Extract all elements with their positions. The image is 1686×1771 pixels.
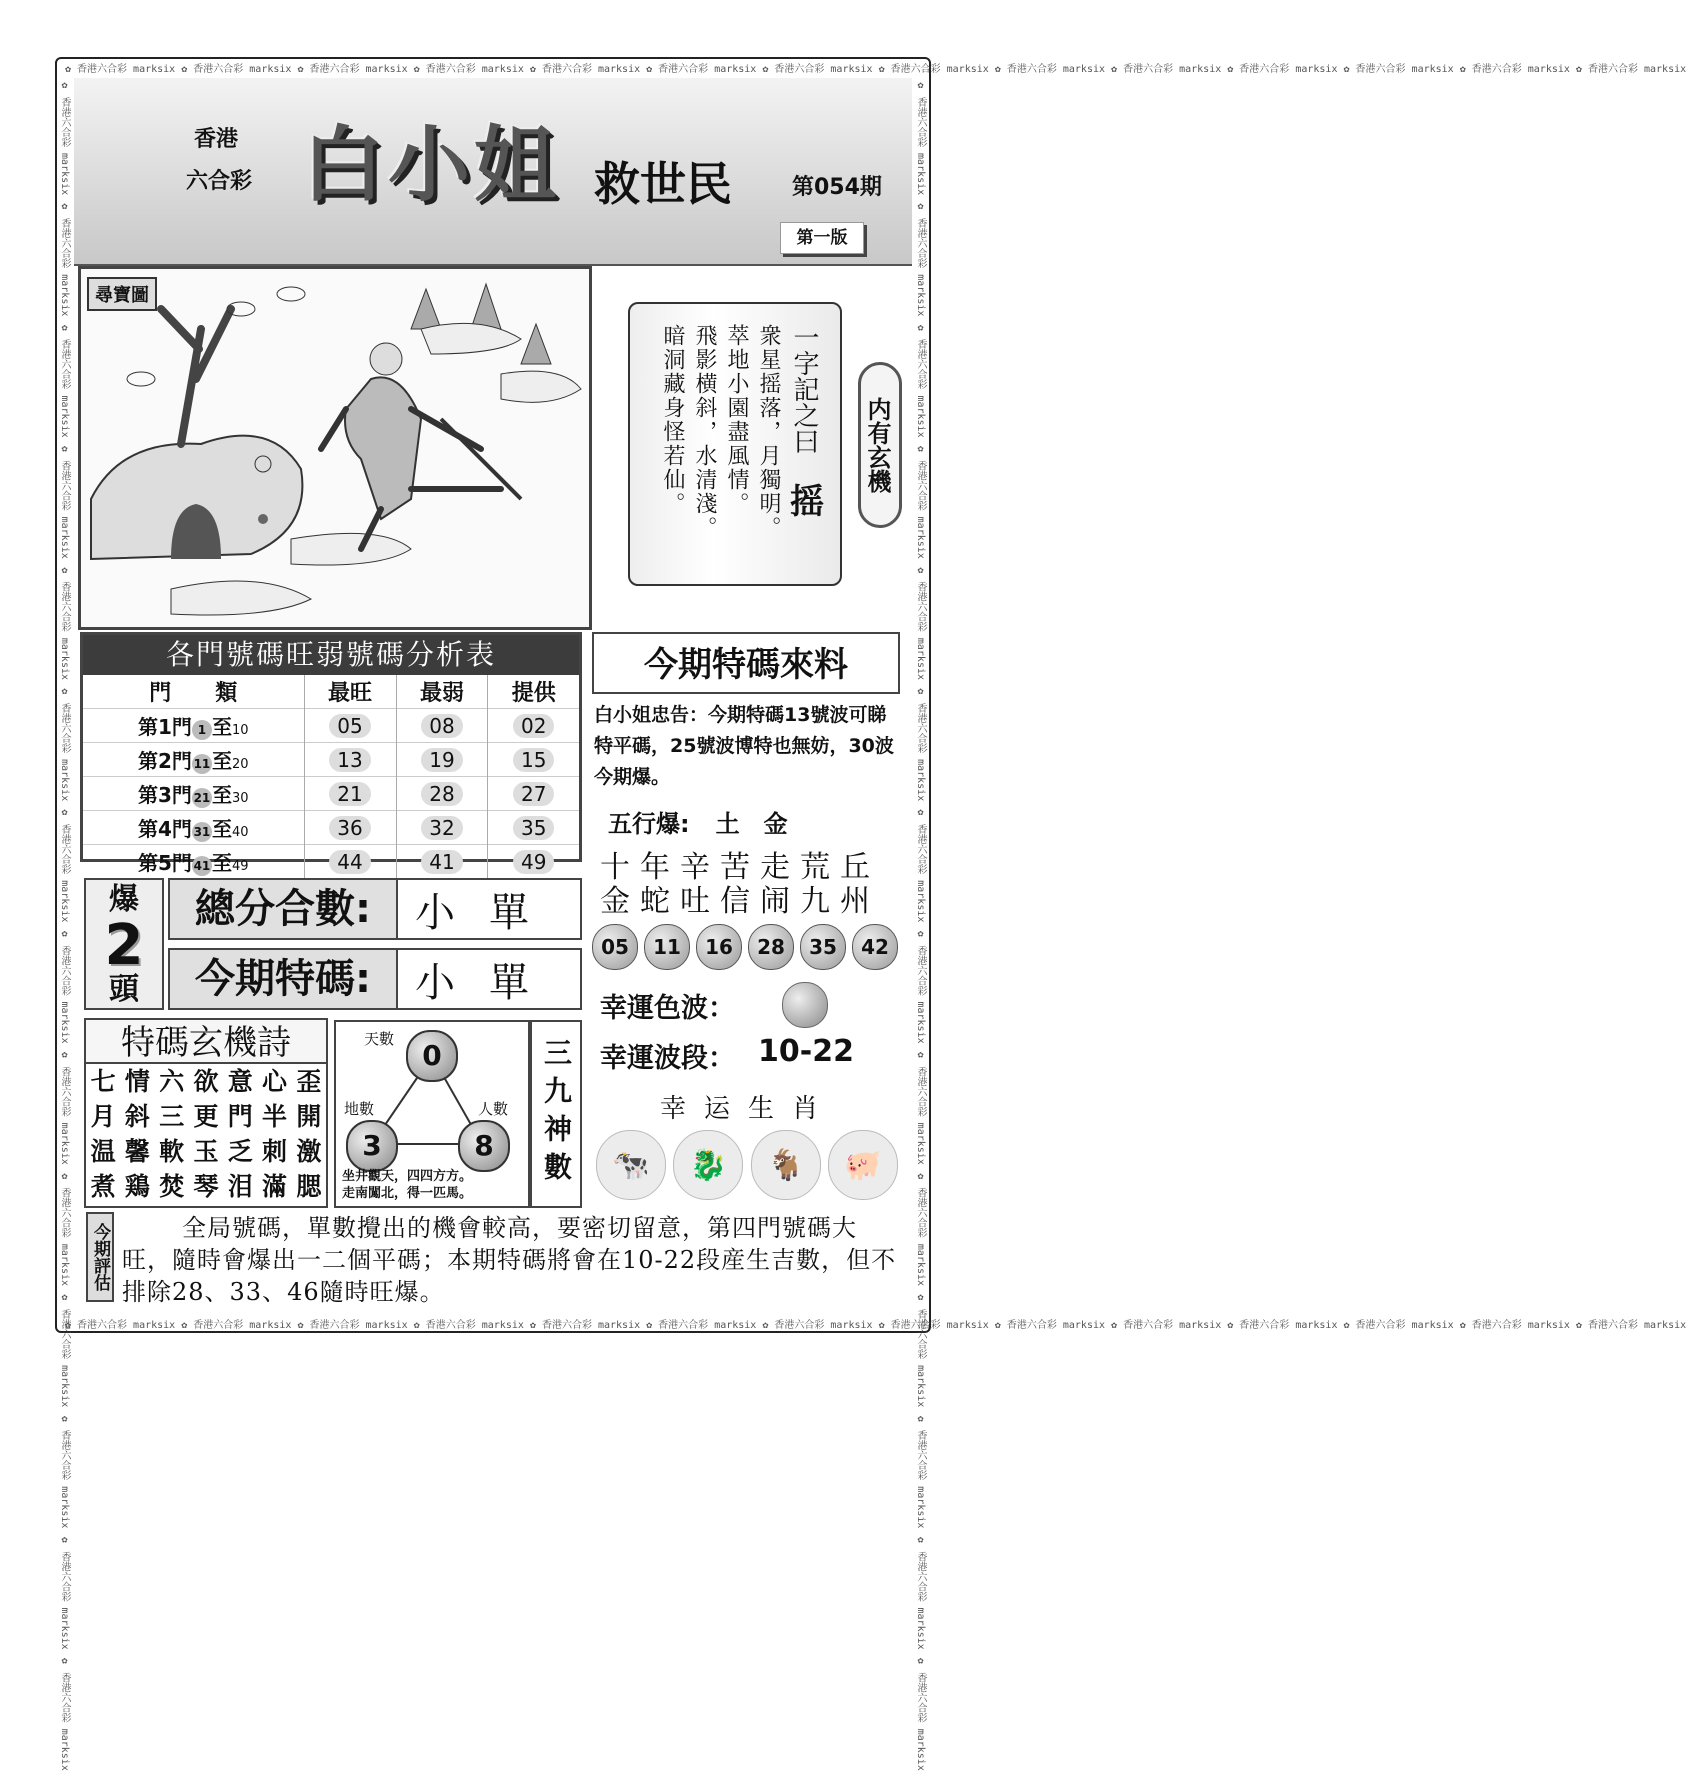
gate-label: 第2門 — [138, 749, 192, 773]
weak-cell — [396, 811, 488, 845]
poem-char: 半 — [262, 1102, 288, 1131]
range-to: 至 — [211, 715, 232, 739]
handwritten-line: 十年辛苦走荒丘 — [600, 850, 880, 885]
number-balls — [592, 924, 898, 968]
assessment-tag: 今期評估 — [86, 1212, 114, 1302]
bao-number: 2 — [104, 913, 144, 978]
poem-char: 馨 — [124, 1137, 150, 1166]
number-ball: 42 — [852, 924, 898, 970]
weak-cell — [396, 743, 488, 777]
special-advice: 白小姐忠告：今期特碼13號波可睇特平碼，25號波博特也無妨，30波今期爆。 — [594, 704, 894, 788]
tian-number: 0 — [406, 1030, 458, 1082]
di-number: 3 — [346, 1120, 398, 1172]
tema-row — [168, 948, 582, 1010]
poem-row — [86, 1134, 326, 1169]
poem-char: 月 — [90, 1102, 116, 1131]
poem-char: 七 — [90, 1067, 116, 1096]
lucky-range-label: 幸運波段： — [600, 1043, 735, 1074]
edition-badge: 第一版 — [780, 222, 864, 254]
treasure-map-drawing — [81, 269, 589, 627]
ren-label: 人數 — [478, 1100, 509, 1118]
strong-number: 36 — [329, 816, 370, 840]
poem-line: 萃地小園盡風情。 — [724, 324, 749, 516]
total-sum-label: 總分合數: — [170, 880, 398, 938]
hk-label: 香港 — [194, 126, 239, 152]
tema-value: 小單 — [415, 959, 563, 1006]
gate-cell — [83, 811, 304, 845]
range-start: 1 — [192, 720, 212, 740]
col-header: 門 類 — [83, 675, 304, 709]
total-sum-row — [168, 878, 582, 940]
poem-char: 門 — [227, 1102, 253, 1131]
strong-number: 44 — [329, 850, 370, 874]
strong-cell — [304, 743, 396, 777]
poem-char: 心 — [262, 1067, 288, 1096]
gate-cell — [83, 777, 304, 811]
range-end: 20 — [231, 757, 249, 772]
handwritten-line: 金蛇吐信闹九州 — [600, 884, 880, 919]
col-header: 最旺 — [304, 675, 396, 709]
ren-number: 8 — [458, 1120, 510, 1172]
poem-char: 軟 — [159, 1137, 185, 1166]
gate-label: 第4門 — [138, 817, 192, 841]
border-strip-right: ✿ 香港六合彩 marksix ✿ 香港六合彩 marksix ✿ 香港六合彩 marksix ✿ 香港六合彩 marksix ✿ 香港六合彩 marksix ✿ 香港六合彩 marksix ✿ 香港六合彩 marksix ✿ 香港六合彩 marksix ✿ 香港六合彩 marksix ✿ 香港六合彩 marksix ✿ 香港六合彩 marksix ✿ 香港六合彩 marksix ✿ 香港六合彩 marksix ✿ 香港六合彩 marksix — [915, 80, 926, 1771]
number-ball: 35 — [800, 924, 846, 970]
range-start: 41 — [192, 856, 212, 876]
number-ball: 28 — [748, 924, 794, 970]
tema-label: 今期特碼: — [170, 950, 398, 1008]
gate-cell — [83, 743, 304, 777]
map-label: 尋寶圖 — [87, 277, 157, 311]
number-ball: 11 — [644, 924, 690, 970]
poem-row — [86, 1169, 326, 1204]
spirit-phrase: 坐井觀天，四四方方。 — [342, 1169, 473, 1184]
spirit-numbers — [334, 1020, 530, 1208]
header — [74, 78, 912, 266]
poem-char: 刺 — [262, 1137, 288, 1166]
lucky-range: 10-22 — [758, 1034, 854, 1069]
weak-cell — [396, 709, 488, 743]
table-row — [83, 777, 579, 811]
analysis-table — [80, 632, 582, 875]
poem-char: 意 — [227, 1067, 253, 1096]
strong-cell — [304, 845, 396, 879]
poem-char: 鶏 — [124, 1172, 150, 1201]
bao-char: 爆 — [109, 882, 139, 917]
poem-row — [86, 1064, 326, 1099]
zodiac-animal-icon: 🐐 — [751, 1130, 821, 1200]
range-start: 11 — [192, 754, 212, 774]
secret-poem — [84, 1064, 328, 1208]
border-strip-left: ✿ 香港六合彩 marksix ✿ 香港六合彩 marksix ✿ 香港六合彩 marksix ✿ 香港六合彩 marksix ✿ 香港六合彩 marksix ✿ 香港六合彩 marksix ✿ 香港六合彩 marksix ✿ 香港六合彩 marksix ✿ 香港六合彩 marksix ✿ 香港六合彩 marksix ✿ 香港六合彩 marksix ✿ 香港六合彩 marksix ✿ 香港六合彩 marksix ✿ 香港六合彩 marksix — [59, 80, 70, 1771]
poem-char: 乏 — [227, 1137, 253, 1166]
gate-cell — [83, 845, 304, 879]
zodiac-title: 幸运生肖 — [660, 1094, 837, 1124]
range-to: 至 — [211, 783, 232, 807]
poem-char: 情 — [124, 1067, 150, 1096]
range-to: 至 — [211, 749, 232, 773]
number-ball: 16 — [696, 924, 742, 970]
range-end: 10 — [231, 723, 249, 738]
col-header: 提供 — [511, 681, 556, 706]
border-strip-top: ✿ 香港六合彩 marksix ✿ 香港六合彩 marksix ✿ 香港六合彩 marksix ✿ 香港六合彩 marksix ✿ 香港六合彩 marksix ✿ 香港六合彩 marksix ✿ 香港六合彩 marksix ✿ 香港六合彩 marksix ✿ 香港六合彩 marksix ✿ 香港六合彩 marksix ✿ 香港六合彩 marksix ✿ 香港六合彩 marksix ✿ 香港六合彩 marksix ✿ 香港六合彩 marksix — [65, 64, 1686, 75]
strong-number: 13 — [329, 748, 370, 772]
slogan: 救世民 — [594, 157, 732, 211]
poem-row — [86, 1099, 326, 1134]
bao-char: 頭 — [109, 972, 139, 1007]
weak-number: 41 — [421, 850, 462, 874]
lottery-label: 六合彩 — [186, 168, 253, 194]
poem-char: 三 — [159, 1102, 185, 1131]
range-to: 至 — [211, 817, 232, 841]
weak-cell — [396, 845, 488, 879]
col-header: 最弱 — [396, 675, 488, 709]
gate-cell — [83, 709, 304, 743]
secret-poem-title: 特碼玄機詩 — [84, 1018, 328, 1064]
treasure-map-illustration — [78, 266, 592, 630]
poem-line: 暗洞藏身怪若仙。 — [660, 324, 685, 516]
number-table — [83, 675, 579, 878]
hidden-meaning-badge: 内有玄機 — [858, 362, 902, 528]
poem-key-char: 摇 — [790, 482, 824, 522]
offer-cell — [488, 845, 579, 879]
offer-number: 02 — [513, 714, 554, 738]
offer-cell — [488, 743, 579, 777]
poem-line: 衆星摇落，月獨明。 — [756, 324, 781, 540]
wuxing-row — [608, 804, 812, 839]
poem-char: 玉 — [193, 1137, 219, 1166]
poem-char: 温 — [90, 1137, 116, 1166]
weak-number: 19 — [421, 748, 462, 772]
strong-cell — [304, 709, 396, 743]
wuxing-label: 五行爆: — [608, 810, 690, 838]
lucky-color-ball — [782, 982, 828, 1028]
poem-char: 煮 — [90, 1172, 116, 1201]
special-title: 今期特碼來料 — [592, 632, 900, 694]
strong-number: 05 — [329, 714, 370, 738]
offer-number: 49 — [513, 850, 554, 874]
offer-number: 27 — [513, 782, 554, 806]
poem-char: 歪 — [296, 1067, 322, 1096]
poem-char: 六 — [159, 1067, 185, 1096]
poem-char: 琴 — [193, 1172, 219, 1201]
total-sum-value: 小單 — [415, 889, 563, 936]
zodiac-animals — [596, 1130, 898, 1202]
sanjiu-label: 三九神數 — [530, 1020, 582, 1208]
brand-title: 白小姐 — [302, 118, 561, 213]
weak-number: 28 — [421, 782, 462, 806]
offer-cell — [488, 709, 579, 743]
table-row — [83, 743, 579, 777]
range-start: 31 — [192, 822, 212, 842]
gate-label: 第5門 — [138, 851, 192, 875]
spirit-phrase: 走南闖北，得一匹馬。 — [342, 1186, 473, 1201]
strong-cell — [304, 777, 396, 811]
poem-char: 滿 — [262, 1172, 288, 1201]
analysis-title: 各門號碼旺弱號碼分析表 — [83, 635, 579, 675]
range-end: 40 — [231, 825, 249, 840]
zodiac-animal-icon: 🐉 — [673, 1130, 743, 1200]
issue-number: 第054期 — [792, 175, 882, 200]
wuxing-value: 土金 — [715, 810, 812, 838]
poem-char: 欲 — [193, 1067, 219, 1096]
gate-label: 第3門 — [138, 783, 192, 807]
weak-number: 08 — [421, 714, 462, 738]
poem-char: 更 — [193, 1102, 219, 1131]
poem-scroll — [598, 284, 866, 620]
table-row — [83, 709, 579, 743]
table-row — [83, 845, 579, 879]
number-ball: 05 — [592, 924, 638, 970]
bao-2-box — [84, 878, 164, 1010]
weak-cell — [396, 777, 488, 811]
poem-char: 激 — [296, 1137, 322, 1166]
poem-title: 一字記之曰 — [789, 324, 819, 454]
weak-number: 32 — [421, 816, 462, 840]
poem-line: 飛影横斜，水清淺。 — [692, 324, 717, 540]
offer-cell — [488, 811, 579, 845]
range-start: 21 — [192, 788, 212, 808]
offer-number: 35 — [513, 816, 554, 840]
zodiac-animal-icon: 🐖 — [828, 1130, 898, 1200]
di-label: 地數 — [344, 1100, 375, 1118]
range-end: 30 — [231, 791, 249, 806]
zodiac-animal-icon: 🐄 — [596, 1130, 666, 1200]
gate-label: 第1門 — [138, 715, 192, 739]
poem-char: 開 — [296, 1102, 322, 1131]
lucky-color-label: 幸運色波： — [600, 993, 735, 1024]
poem-char: 泪 — [227, 1172, 253, 1201]
poem-char: 腮 — [296, 1172, 322, 1201]
offer-cell — [488, 777, 579, 811]
strong-cell — [304, 811, 396, 845]
tian-label: 天數 — [364, 1030, 395, 1048]
table-row — [83, 811, 579, 845]
poem-char: 斜 — [124, 1102, 150, 1131]
table-body — [83, 709, 579, 879]
offer-number: 15 — [513, 748, 554, 772]
border-strip-bottom: ✿ 香港六合彩 marksix ✿ 香港六合彩 marksix ✿ 香港六合彩 marksix ✿ 香港六合彩 marksix ✿ 香港六合彩 marksix ✿ 香港六合彩 marksix ✿ 香港六合彩 marksix ✿ 香港六合彩 marksix ✿ 香港六合彩 marksix ✿ 香港六合彩 marksix ✿ 香港六合彩 marksix ✿ 香港六合彩 marksix ✿ 香港六合彩 marksix ✿ 香港六合彩 marksix — [65, 1320, 1686, 1331]
range-end: 49 — [231, 859, 249, 874]
poem-char: 焚 — [159, 1172, 185, 1201]
strong-number: 21 — [329, 782, 370, 806]
range-to: 至 — [211, 851, 232, 875]
assessment-text: 全局號碼，單數攪出的機會較高，要密切留意，第四門號碼大旺，隨時會爆出一二個平碼；本期特碼將會在10-22段産生吉數，但不排除28、33、46隨時旺爆。 — [122, 1214, 897, 1306]
